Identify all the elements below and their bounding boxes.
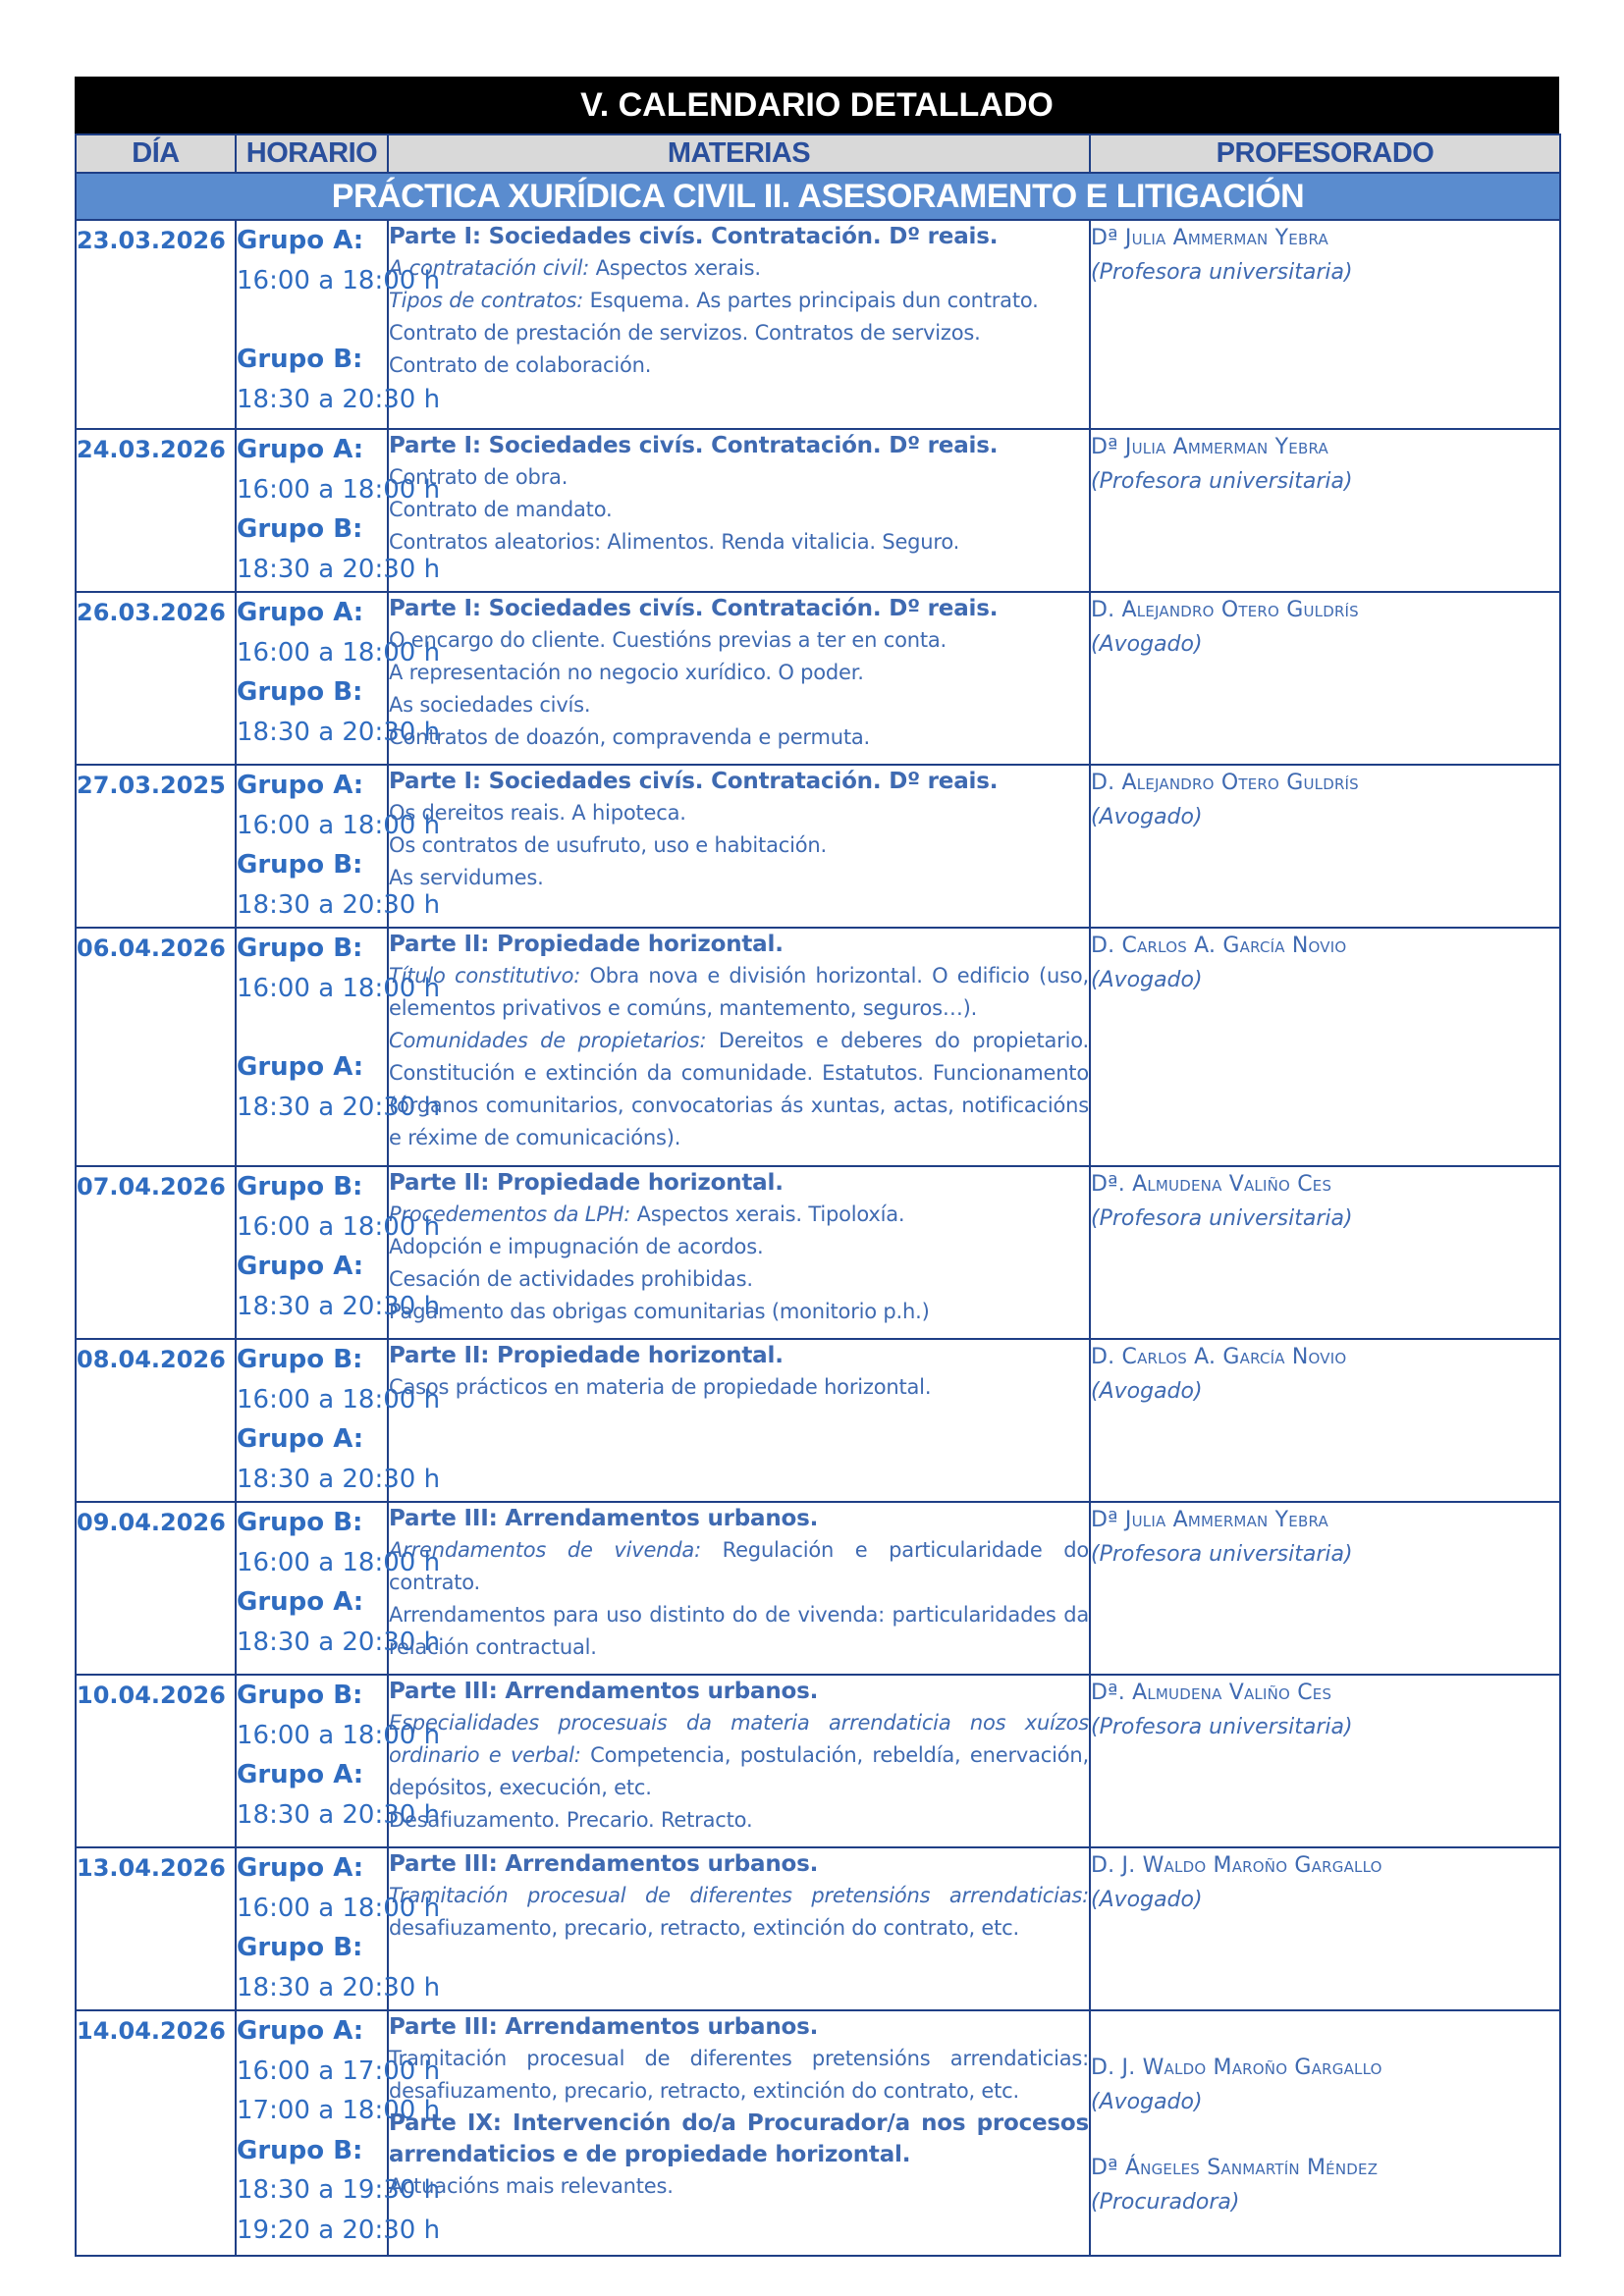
subject-text: Esquema. As partes principais dun contrato. (583, 289, 1039, 312)
subject-text: desafiuzamento, precario, retracto, extinción do contrato, etc. (389, 1916, 1019, 1940)
date-cell: 26.03.2026 (76, 592, 236, 765)
subject-cell (388, 1166, 1090, 1339)
subject-line (389, 317, 1089, 349)
table-row (76, 1502, 1560, 1675)
subject-title: Parte III: Arrendamentos urbanos. (389, 2014, 819, 2040)
subject-title: Parte II: Propiedade horizontal. (389, 932, 784, 957)
professor-cell (1090, 765, 1560, 928)
time-range: 17:00 a 18:00 h (237, 2096, 441, 2125)
professor-name: D. Alejandro Otero Guldrís (1091, 598, 1359, 622)
time-range: 16:00 a 18:00 h (237, 1720, 441, 1750)
subject-text: Cesación de actividades prohibidas. (389, 1267, 753, 1291)
professor-role: (Avogado) (1091, 2090, 1203, 2114)
subject-line (389, 1804, 1089, 1837)
subject-line (389, 1880, 1089, 1945)
subject-line (389, 1371, 1089, 1404)
professor-role: (Avogado) (1091, 805, 1203, 829)
subject-line (389, 1534, 1089, 1599)
subject-line (389, 2170, 1089, 2203)
subject-cell (388, 1847, 1090, 2010)
subject-line (389, 829, 1089, 862)
schedule-cell (236, 1675, 441, 1847)
time-range: 16:00 a 18:00 h (237, 973, 441, 1003)
professor-name: D. Carlos A. García Novio (1091, 934, 1347, 958)
time-range: 16:00 a 18:00 h (237, 1547, 441, 1577)
professor-cell (1090, 2010, 1560, 2256)
schedule-cell (236, 592, 441, 765)
date-cell: 14.04.2026 (76, 2010, 236, 2256)
subject-text: Adopción e impugnación de acordos. (389, 1235, 764, 1258)
subject-text: O encargo do cliente. Cuestións previas a ter en conta. (389, 628, 947, 652)
professor-name: Dª Ángeles Sanmartín Méndez (1091, 2156, 1379, 2180)
schedule-cell (236, 1847, 441, 2010)
subject-text: Arrendamentos para uso distinto do de vivenda: particularidades da relación contractual. (389, 1603, 1089, 1659)
professor-name: D. Alejandro Otero Guldrís (1091, 771, 1359, 795)
time-range: 18:30 a 20:30 h (237, 1464, 441, 1494)
group-label: Grupo B: (237, 1345, 363, 1374)
group-label: Grupo B: (237, 1933, 363, 1962)
subject-cell (388, 220, 1090, 429)
group-label: Grupo B: (237, 934, 363, 963)
professor-cell (1090, 928, 1560, 1166)
subject-text: Tramitación procesual de diferentes pretensións arrendaticias: desafiuzamento, precario, retracto, extinción do contrato, etc. (389, 2047, 1089, 2103)
subject-text: Contrato de prestación de servizos. Contratos de servizos. (389, 321, 981, 345)
subject-cell (388, 2010, 1090, 2256)
subject-topic: A contratación civil: (389, 256, 590, 280)
group-label: Grupo B: (237, 2135, 363, 2165)
subject-cell (388, 592, 1090, 765)
subject-line (389, 1025, 1089, 1154)
group-label: Grupo B: (237, 1508, 363, 1537)
professor-cell (1090, 1847, 1560, 2010)
group-label: Grupo A: (237, 771, 364, 800)
subject-title: Parte IX: Intervención do/a Procurador/a nos procesos arrendaticios e de propiedade horizontal. (389, 2110, 1089, 2167)
subject-topic: Arrendamentos de vivenda: (389, 1538, 701, 1562)
table-row (76, 429, 1560, 592)
group-label: Grupo B: (237, 514, 363, 544)
subject-line (389, 252, 1089, 285)
table-row (76, 765, 1560, 928)
professor-role: (Profesora universitaria) (1091, 1542, 1353, 1567)
time-range: 18:30 a 20:30 h (237, 1291, 441, 1321)
subject-topic: Comunidades de propietarios: (389, 1029, 707, 1052)
table-row (76, 1847, 1560, 2010)
subject-text: Contrato de colaboración. (389, 353, 652, 377)
subject-topic: Procedementos da LPH: (389, 1202, 631, 1226)
subject-line (389, 624, 1089, 657)
group-label: Grupo A: (237, 1760, 364, 1789)
subject-title: Parte II: Propiedade horizontal. (389, 1170, 784, 1196)
subject-text: Os dereitos reais. A hipoteca. (389, 801, 686, 825)
time-range: 18:30 a 20:30 h (237, 1972, 441, 2002)
subject-topic: Tramitación procesual de diferentes pretensións arrendaticias: (389, 1884, 1089, 1907)
subject-title: Parte I: Sociedades civís. Contratación. Dº reais. (389, 224, 999, 249)
professor-cell (1090, 429, 1560, 592)
table-row (76, 1166, 1560, 1339)
subject-line (389, 526, 1089, 559)
subject-text: A representación no negocio xurídico. O poder. (389, 661, 864, 684)
time-range: 18:30 a 20:30 h (237, 717, 441, 747)
subject-topic: Título constitutivo: (389, 964, 581, 988)
professor-name: D. J. Waldo Maroño Gargallo (1091, 2056, 1382, 2080)
schedule-cell (236, 2010, 441, 2256)
subject-text: Aspectos xerais. Tipoloxía. (630, 1202, 905, 1226)
schedule-cell (236, 765, 441, 928)
subject-text: As sociedades civís. (389, 693, 591, 717)
subject-line (389, 285, 1089, 317)
schedule-cell (236, 1502, 441, 1675)
table-row (76, 220, 1560, 429)
header-horario: HORARIO (236, 134, 388, 173)
time-range: 18:30 a 20:30 h (237, 889, 441, 920)
subject-text: Casos prácticos en materia de propiedade horizontal. (389, 1375, 932, 1399)
calendar-table (75, 133, 1561, 2257)
page-title: V. CALENDARIO DETALLADO (75, 77, 1559, 133)
group-label: Grupo B: (237, 1681, 363, 1710)
group-label: Grupo A: (237, 1052, 364, 1082)
section-row (76, 173, 1560, 220)
schedule-cell (236, 1339, 441, 1502)
subject-cell (388, 1675, 1090, 1847)
subject-text: Desafiuzamento. Precario. Retracto. (389, 1808, 753, 1832)
time-range: 19:20 a 20:30 h (237, 2215, 441, 2245)
header-materias: MATERIAS (388, 134, 1090, 173)
professor-cell (1090, 592, 1560, 765)
professor-cell (1090, 1339, 1560, 1502)
schedule-cell (236, 429, 441, 592)
group-label: Grupo B: (237, 850, 363, 880)
professor-name: Dª Julia Ammerman Yebra (1091, 435, 1328, 459)
time-range: 16:00 a 18:00 h (237, 265, 441, 295)
time-range: 18:30 a 20:30 h (237, 554, 441, 584)
schedule-cell (236, 928, 441, 1166)
schedule-spacer (237, 1008, 387, 1047)
schedule-cell (236, 1166, 441, 1339)
professor-role: (Profesora universitaria) (1091, 260, 1353, 285)
professor-cell (1090, 1502, 1560, 1675)
subject-text: Contratos aleatorios: Alimentos. Renda vitalicia. Seguro. (389, 530, 960, 554)
subject-topic: Especialidades procesuais da materia arrendaticia nos xuízos ordinario e verbal: (389, 1711, 1089, 1767)
subject-text: Regulación e particularidade do contrato. (389, 1538, 1089, 1594)
subject-title: Parte III: Arrendamentos urbanos. (389, 1851, 819, 1877)
time-range: 18:30 a 20:30 h (237, 1092, 441, 1122)
subject-text: Actuacións mais relevantes. (389, 2174, 674, 2198)
group-label: Grupo A: (237, 1853, 364, 1883)
subject-line (389, 689, 1089, 721)
professor-role: (Profesora universitaria) (1091, 469, 1353, 494)
subject-line (389, 657, 1089, 689)
table-row (76, 928, 1560, 1166)
table-row (76, 1339, 1560, 1502)
subject-text: As servidumes. (389, 866, 544, 889)
header-dia: DÍA (76, 134, 236, 173)
time-range: 16:00 a 17:00 h (237, 2056, 441, 2086)
date-cell: 27.03.2025 (76, 765, 236, 928)
subject-line (389, 1263, 1089, 1296)
subject-text: Os contratos de usufruto, uso e habitación. (389, 833, 827, 857)
subject-line (389, 797, 1089, 829)
subject-line (389, 2043, 1089, 2108)
group-label: Grupo B: (237, 1172, 363, 1201)
professor-name: D. J. Waldo Maroño Gargallo (1091, 1853, 1382, 1878)
date-cell: 10.04.2026 (76, 1675, 236, 1847)
group-label: Grupo B: (237, 345, 363, 374)
time-range: 16:00 a 18:00 h (237, 1384, 441, 1415)
time-range: 18:30 a 20:30 h (237, 384, 441, 414)
calendar-page (75, 77, 1559, 2257)
time-range: 16:00 a 18:00 h (237, 474, 441, 505)
subject-cell (388, 429, 1090, 592)
time-range: 16:00 a 18:00 h (237, 1211, 441, 1242)
subject-text: Contratos de doazón, compravenda e permuta. (389, 725, 871, 749)
professor-role: (Avogado) (1091, 1379, 1203, 1404)
table-row (76, 1675, 1560, 1847)
date-cell: 24.03.2026 (76, 429, 236, 592)
professor-spacer (1091, 2119, 1559, 2151)
subject-title: Parte I: Sociedades civís. Contratación. Dº reais. (389, 596, 999, 621)
professor-name: Dª. Almudena Valiño Ces (1091, 1681, 1332, 1705)
professor-role: (Avogado) (1091, 632, 1203, 657)
subject-topic: Tipos de contratos: (389, 289, 584, 312)
group-label: Grupo A: (237, 226, 364, 255)
date-cell: 06.04.2026 (76, 928, 236, 1166)
subject-title: Parte II: Propiedade horizontal. (389, 1343, 784, 1368)
group-label: Grupo A: (237, 1587, 364, 1617)
time-range: 18:30 a 20:30 h (237, 1627, 441, 1657)
professor-role: (Profesora universitaria) (1091, 1206, 1353, 1231)
subject-cell (388, 1339, 1090, 1502)
subject-line (389, 461, 1089, 494)
date-cell: 08.04.2026 (76, 1339, 236, 1502)
date-cell: 23.03.2026 (76, 220, 236, 429)
time-range: 16:00 a 18:00 h (237, 1893, 441, 1923)
subject-cell (388, 765, 1090, 928)
subject-title: Parte I: Sociedades civís. Contratación. Dº reais. (389, 433, 999, 458)
section-title: PRÁCTICA XURÍDICA CIVIL II. ASESORAMENTO E LITIGACIÓN (76, 173, 1560, 220)
subject-title: Parte III: Arrendamentos urbanos. (389, 1679, 819, 1704)
professor-name: Dª Julia Ammerman Yebra (1091, 226, 1328, 250)
subject-line (389, 494, 1089, 526)
professor-cell (1090, 1166, 1560, 1339)
subject-line (389, 721, 1089, 754)
group-label: Grupo A: (237, 435, 364, 464)
subject-cell (388, 928, 1090, 1166)
subject-line (389, 1296, 1089, 1328)
time-range: 16:00 a 18:00 h (237, 637, 441, 667)
date-cell: 13.04.2026 (76, 1847, 236, 2010)
subject-line (389, 1231, 1089, 1263)
group-label: Grupo A: (237, 1252, 364, 1281)
subject-line (389, 349, 1089, 382)
time-range: 18:30 a 20:30 h (237, 1799, 441, 1830)
professor-name: Dª. Almudena Valiño Ces (1091, 1172, 1332, 1197)
subject-text: Aspectos xerais. (589, 256, 761, 280)
schedule-cell (236, 220, 441, 429)
subject-cell (388, 1502, 1090, 1675)
schedule-spacer (237, 300, 387, 340)
header-profesorado: PROFESORADO (1090, 134, 1560, 173)
professor-role: (Avogado) (1091, 1888, 1203, 1912)
group-label: Grupo A: (237, 2016, 364, 2046)
professor-role: (Procuradora) (1091, 2190, 1240, 2215)
subject-line (389, 960, 1089, 1025)
subject-text: Competencia, postulación, rebeldía, enervación, depósitos, execución, etc. (389, 1743, 1090, 1799)
professor-role: (Avogado) (1091, 968, 1203, 992)
professor-cell (1090, 1675, 1560, 1847)
subject-title: Parte I: Sociedades civís. Contratación. Dº reais. (389, 769, 999, 794)
table-row (76, 592, 1560, 765)
professor-cell (1090, 220, 1560, 429)
subject-line (389, 1707, 1089, 1804)
group-label: Grupo A: (237, 1424, 364, 1454)
subject-line (389, 862, 1089, 894)
professor-role: (Profesora universitaria) (1091, 1715, 1353, 1739)
date-cell: 07.04.2026 (76, 1166, 236, 1339)
subject-line (389, 1599, 1089, 1664)
table-row (76, 2010, 1560, 2256)
time-range: 18:30 a 19:30 h (237, 2175, 441, 2205)
subject-text: Pagamento das obrigas comunitarias (monitorio p.h.) (389, 1300, 930, 1323)
subject-title: Parte III: Arrendamentos urbanos. (389, 1506, 819, 1531)
subject-text: Contrato de mandato. (389, 498, 613, 521)
date-cell: 09.04.2026 (76, 1502, 236, 1675)
subject-line (389, 1199, 1089, 1231)
table-header-row (76, 134, 1560, 173)
time-range: 16:00 a 18:00 h (237, 810, 441, 840)
subject-text: Dereitos e deberes do propietario. Constitución e extinción da comunidade. Estatutos. Funcionamento (órganos comunitarios, convocatorias ás xuntas, actas, notificacións e réxime de comunicacións). (389, 1029, 1089, 1149)
group-label: Grupo A: (237, 598, 364, 627)
professor-name: D. Carlos A. García Novio (1091, 1345, 1347, 1369)
professor-name: Dª Julia Ammerman Yebra (1091, 1508, 1328, 1532)
subject-text: Obra nova e división horizontal. O edificio (uso, elementos privativos e comúns, mantemento, seguros…). (389, 964, 1089, 1020)
group-label: Grupo B: (237, 677, 363, 707)
subject-text: Contrato de obra. (389, 465, 568, 489)
